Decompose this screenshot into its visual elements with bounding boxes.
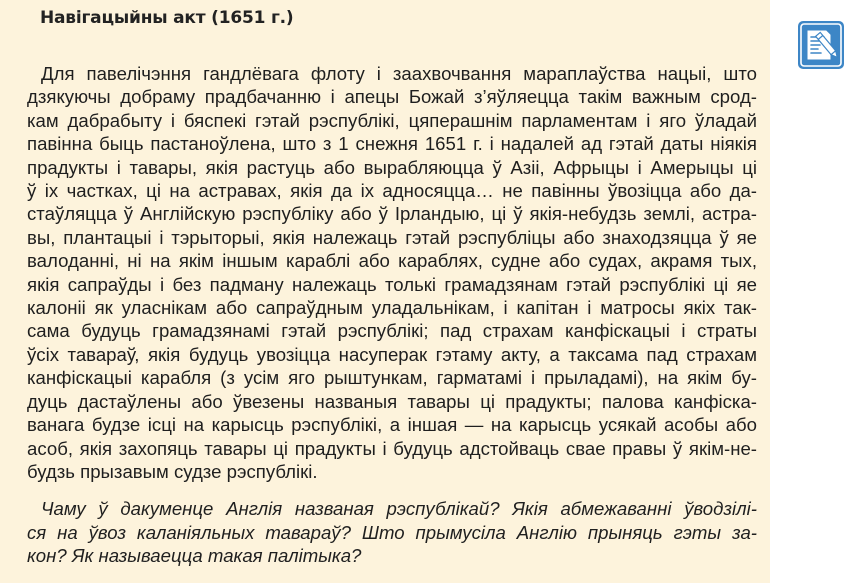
body-line: будзь прызавым судзе рэспублікі.: [27, 460, 318, 482]
body-line: вы, плантацыі і тэрыторыі, якія належаць гэтай рэспубліцы або знаходзяцца ў яе: [27, 226, 757, 248]
question-block: [27, 497, 757, 568]
question-line: кон? Як называецца такая палітыка?: [27, 545, 362, 567]
body-line: Для павелічэння гандлёвага флоту і заахвочвання мараплаўства нацыі, што: [41, 63, 757, 84]
body-line: дзякуючы добраму прадбачанню і апецы Божай з’яўляецца такім важным срод-: [27, 86, 757, 108]
question-line: Чаму ў дакуменце Англія названая рэспублікай? Якія абмежаванні ўводзілі-: [41, 498, 757, 519]
body-line: асоб, якія захопяць тавары ці прадукты і будуць адстойваць свае правы ў якім-не-: [27, 437, 757, 459]
body-line: калоніі як уласнікам або сапраўдным уладальнікам, і капітан і матросы якіх так-: [27, 297, 757, 319]
document-body: [27, 62, 757, 483]
body-line: павінна быць пастаноўлена, што з 1 снежня 1651 г. і надалей ад гэтай даты ніякія: [27, 133, 757, 155]
body-line: кам дабрабыту і бяспекі гэтай рэспублікі, цяперашнім парламентам і яго ўладай: [27, 109, 757, 131]
body-line: ванага будзе ісці на карысць рэспублікі, а іншая — на карысць усякай асобы або: [27, 414, 757, 436]
body-line: валоданні, ні на якім іншым караблі або караблях, судне або судах, акрамя тых,: [27, 250, 757, 272]
body-line: сама будуць грамадзянамі гэтай рэспублікі; пад страхам канфіскацыі і страты: [27, 320, 757, 342]
body-line: прадукты і тавары, якія растуць або вырабляюцца ў Азіі, Афрыцы і Амерыцы ці: [27, 156, 757, 178]
body-line: якія сапраўды і без падману належаць толькі грамадзянам гэтай рэспублікі ці яе: [27, 273, 757, 295]
body-line: стаўляцца ў Англійскую рэспубліку або ў Ірландыю, ці ў якія-небудзь землі, астра-: [27, 203, 757, 225]
body-line: ўсіх тавараў, якія будуць увозіцца насуперак гэтаму акту, а таксама пад страхам: [27, 343, 757, 365]
question-line: ся на ўвоз каланіяльных тавараў? Што прымусіла Англію прыняць гэты за-: [27, 521, 757, 543]
body-line: ў іх частках, ці на астравах, якія да іх адносяцца… не павінны ўвозіцца або да-: [27, 180, 757, 202]
document-title: Навігацыйны акт (1651 г.): [40, 8, 294, 28]
document-pen-icon: [797, 20, 845, 70]
body-line: канфіскацыі карабля (з усім яго рыштункам, гарматамі і прыладамі), на якім бу-: [27, 367, 757, 389]
body-line: дуць дастаўлены або ўвезены названыя тавары ці прадукты; палова канфіска-: [27, 390, 757, 412]
